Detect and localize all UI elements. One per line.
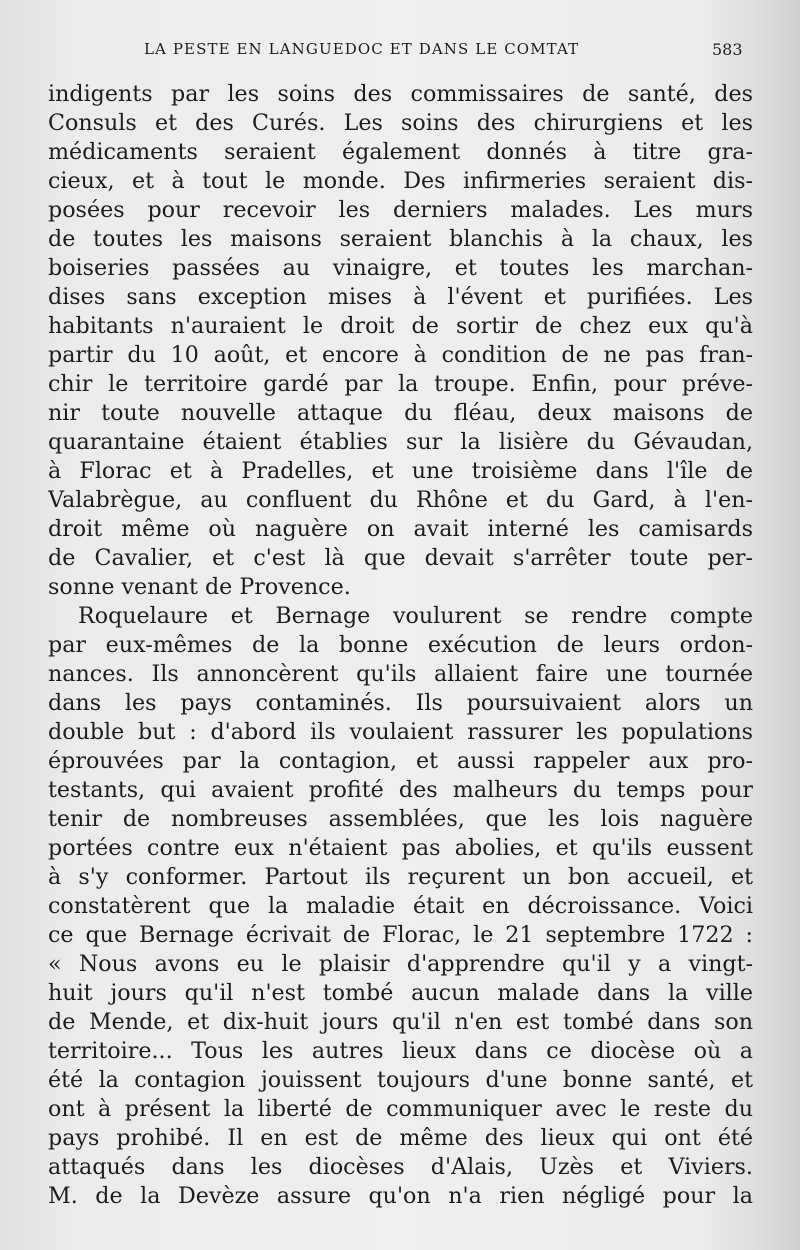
text-line: à s'y conformer. Partout ils reçurent un bon accueil, et — [48, 864, 753, 890]
text-line: droit même où naguère on avait interné les camisards — [48, 516, 753, 542]
text-line: testants, qui avaient profité des malheurs du temps pour — [48, 777, 753, 803]
text-line: été la contagion jouissent toujours d'une bonne santé, et — [48, 1067, 753, 1093]
text-line: sonne venant de Provence. — [48, 574, 351, 600]
text-line: indigents par les soins des commissaires de santé, des — [48, 81, 753, 107]
text-line: huit jours qu'il n'est tombé aucun malade dans la ville — [48, 980, 753, 1006]
text-line: double but : d'abord ils voulaient rassurer les populations — [48, 719, 753, 745]
text-line: « Nous avons eu le plaisir d'apprendre qu'il y a vingt- — [48, 951, 753, 977]
text-line: M. de la Devèze assure qu'on n'a rien négligé pour la — [48, 1183, 753, 1209]
text-line: constatèrent que la maladie était en décroissance. Voici — [48, 893, 753, 919]
body-text — [48, 80, 753, 1211]
text-line: dans les pays contaminés. Ils poursuivaient alors un — [48, 690, 753, 716]
text-line: chir le territoire gardé par la troupe. Enfin, pour préve- — [48, 371, 753, 397]
text-line: de Mende, et dix-huit jours qu'il n'en est tombé dans son — [48, 1009, 753, 1035]
text-line: cieux, et à tout le monde. Des infirmeries seraient dis- — [48, 168, 753, 194]
text-line: nir toute nouvelle attaque du fléau, deux maisons de — [48, 400, 753, 426]
text-line: quarantaine étaient établies sur la lisière du Gévaudan, — [48, 429, 753, 455]
text-line: Valabrègue, au confluent du Rhône et du Gard, à l'en- — [48, 487, 753, 513]
text-line: boiseries passées au vinaigre, et toutes les marchan- — [48, 255, 753, 281]
text-line: dises sans exception mises à l'évent et purifiées. Les — [48, 284, 753, 310]
running-title: LA PESTE EN LANGUEDOC ET DANS LE COMTAT — [144, 40, 580, 58]
text-line: posées pour recevoir les derniers malades. Les murs — [48, 197, 753, 223]
text-line: Consuls et des Curés. Les soins des chirurgiens et les — [48, 110, 753, 136]
text-line: éprouvées par la contagion, et aussi rappeler aux pro- — [48, 748, 753, 774]
text-line: ont à présent la liberté de communiquer avec le reste du — [48, 1096, 753, 1122]
text-line: partir du 10 août, et encore à condition de ne pas fran- — [48, 342, 753, 368]
text-line: tenir de nombreuses assemblées, que les lois naguère — [48, 806, 753, 832]
page-number: 583 — [712, 40, 743, 59]
text-line: territoire... Tous les autres lieux dans ce diocèse où a — [48, 1038, 753, 1064]
text-line: à Florac et à Pradelles, et une troisième dans l'île de — [48, 458, 753, 484]
text-line: de Cavalier, et c'est là que devait s'arrêter toute per- — [48, 545, 753, 571]
text-line: pays prohibé. Il en est de même des lieux qui ont été — [48, 1125, 753, 1151]
text-line: portées contre eux n'étaient pas abolies, et qu'ils eussent — [48, 835, 753, 861]
text-line: ce que Bernage écrivait de Florac, le 21 septembre 1722 : — [48, 922, 753, 948]
text-line: par eux-mêmes de la bonne exécution de leurs ordon- — [48, 632, 753, 658]
text-line: attaqués dans les diocèses d'Alais, Uzès et Viviers. — [48, 1154, 753, 1180]
running-head — [0, 40, 800, 66]
text-line: nances. Ils annoncèrent qu'ils allaient faire une tournée — [48, 661, 753, 687]
text-line: de toutes les maisons seraient blanchis à la chaux, les — [48, 226, 753, 252]
text-line: médicaments seraient également donnés à titre gra- — [48, 139, 753, 165]
text-line: Roquelaure et Bernage voulurent se rendre compte — [78, 603, 753, 629]
text-line: habitants n'auraient le droit de sortir de chez eux qu'à — [48, 313, 753, 339]
